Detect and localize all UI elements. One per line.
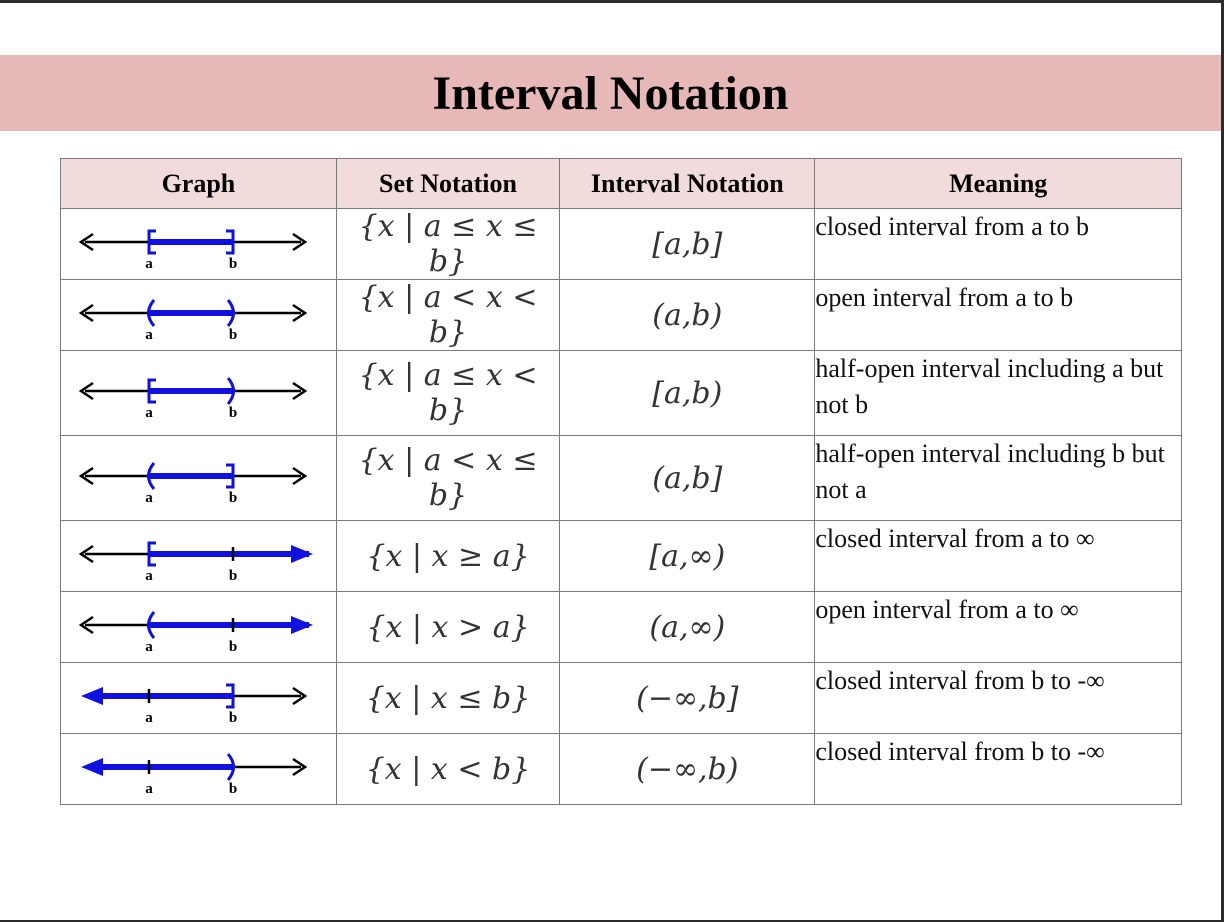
meaning-cell: closed interval from a to ∞ — [815, 521, 1182, 592]
set-notation-cell: {x | a ≤ x < b} — [336, 351, 559, 436]
tick-label-a: a — [145, 327, 154, 343]
graph-cell — [61, 734, 337, 805]
set-notation-cell: {x | a < x < b} — [336, 280, 559, 351]
title-band — [0, 55, 1221, 131]
interval-notation-cell: (−∞,b) — [560, 734, 815, 805]
number-line — [73, 450, 323, 506]
tick-label-b: b — [229, 710, 238, 726]
set-notation-cell: {x | x ≤ b} — [336, 663, 559, 734]
tick-label-a: a — [145, 405, 154, 421]
set-notation-cell: {x | a < x ≤ b} — [336, 436, 559, 521]
tick-label-b: b — [229, 256, 238, 272]
graph-cell — [61, 592, 337, 663]
set-notation-cell: {x | a ≤ x ≤ b} — [336, 209, 559, 280]
interval-notation-table — [60, 158, 1182, 805]
meaning-cell: closed interval from b to -∞ — [815, 663, 1182, 734]
tick-label-b: b — [229, 639, 238, 655]
header-set-notation: Set Notation — [336, 159, 559, 209]
tick-label-a: a — [145, 639, 154, 655]
table-row — [61, 734, 1182, 805]
table-row — [61, 521, 1182, 592]
number-line — [73, 599, 323, 655]
interval-notation-cell: (a,b] — [560, 436, 815, 521]
table-row — [61, 280, 1182, 351]
graph-cell — [61, 209, 337, 280]
set-notation-cell: {x | x < b} — [336, 734, 559, 805]
number-line — [73, 287, 323, 343]
interval-notation-cell: (a,b) — [560, 280, 815, 351]
interval-notation-cell: [a,b) — [560, 351, 815, 436]
table-row — [61, 663, 1182, 734]
number-line — [73, 670, 323, 726]
interval-notation-cell: [a,b] — [560, 209, 815, 280]
meaning-cell: open interval from a to ∞ — [815, 592, 1182, 663]
table-row — [61, 209, 1182, 280]
tick-label-b: b — [229, 327, 238, 343]
meaning-cell: half-open interval including a but not b — [815, 351, 1182, 436]
number-line — [73, 528, 323, 584]
table-row — [61, 351, 1182, 436]
header-row — [61, 159, 1182, 209]
interval-notation-cell: (−∞,b] — [560, 663, 815, 734]
slide — [0, 3, 1221, 920]
number-line — [73, 365, 323, 421]
tick-label-b: b — [229, 781, 238, 797]
meaning-cell: open interval from a to b — [815, 280, 1182, 351]
number-line — [73, 741, 323, 797]
tick-label-b: b — [229, 490, 238, 506]
meaning-cell: half-open interval including b but not a — [815, 436, 1182, 521]
set-notation-cell: {x | x > a} — [336, 592, 559, 663]
graph-cell — [61, 521, 337, 592]
graph-cell — [61, 436, 337, 521]
meaning-cell: closed interval from a to b — [815, 209, 1182, 280]
tick-label-a: a — [145, 781, 154, 797]
header-graph: Graph — [61, 159, 337, 209]
number-line — [73, 216, 323, 272]
table-row — [61, 436, 1182, 521]
tick-label-a: a — [145, 710, 154, 726]
graph-cell — [61, 663, 337, 734]
tick-label-a: a — [145, 256, 154, 272]
tick-label-b: b — [229, 568, 238, 584]
graph-cell — [61, 351, 337, 436]
table-row — [61, 592, 1182, 663]
graph-cell — [61, 280, 337, 351]
interval-notation-cell: (a,∞) — [560, 592, 815, 663]
set-notation-cell: {x | x ≥ a} — [336, 521, 559, 592]
tick-label-b: b — [229, 405, 238, 421]
tick-label-a: a — [145, 568, 154, 584]
interval-notation-cell: [a,∞) — [560, 521, 815, 592]
header-meaning: Meaning — [815, 159, 1182, 209]
header-interval-notation: Interval Notation — [560, 159, 815, 209]
meaning-cell: closed interval from b to -∞ — [815, 734, 1182, 805]
tick-label-a: a — [145, 490, 154, 506]
page-title: Interval Notation — [432, 66, 789, 120]
